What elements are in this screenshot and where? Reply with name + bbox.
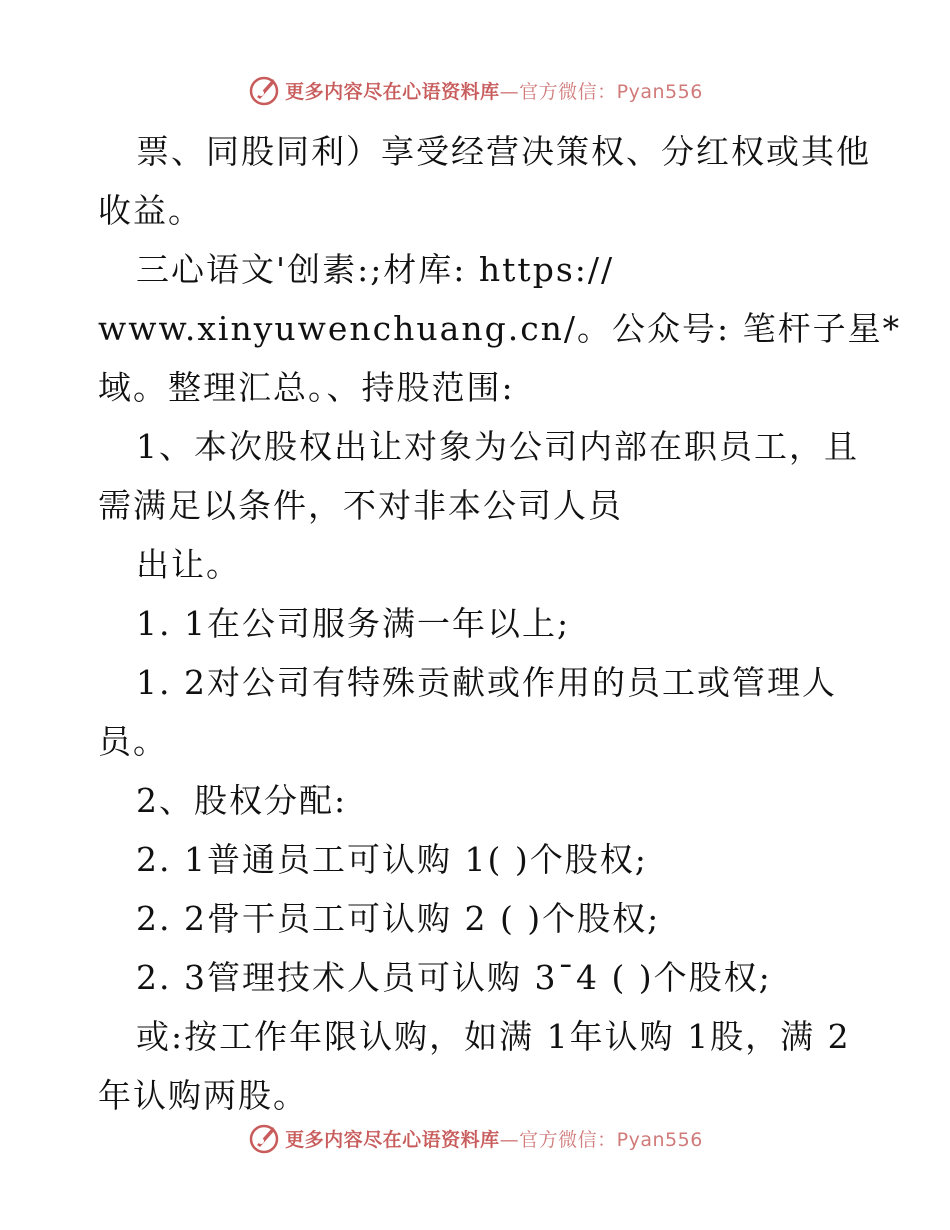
text-line: 需满足以条件，不对非本公司人员 xyxy=(98,486,623,525)
text-line: 收益。 xyxy=(98,191,203,230)
text-line: 三心语文'创素:;材库: https:// xyxy=(136,250,615,289)
text-line: 员。 xyxy=(98,722,168,761)
document-body xyxy=(98,122,902,1125)
text-line: 1. 2对公司有特殊贡献或作用的员工或管理人 xyxy=(136,663,837,702)
banner-text: 更多内容尽在心语资料库—官方微信：Pyan556 xyxy=(285,80,703,103)
text-line: 2、股权分配: xyxy=(136,781,348,820)
text-line: 年认购两股。 xyxy=(98,1076,308,1115)
text-line: 或:按工作年限认购，如满 1年认购 1股，满 2 xyxy=(136,1017,851,1056)
text-line: 1. 1在公司服务满一年以上; xyxy=(136,604,571,643)
footer-banner xyxy=(0,1120,950,1156)
text-line: 票、同股同利）享受经营决策权、分红权或其他 xyxy=(136,132,871,171)
text-line: 2. 3管理技术人员可认购 3¯4 ( )个股权; xyxy=(136,958,772,997)
banner-text: 更多内容尽在心语资料库—官方微信：Pyan556 xyxy=(285,1128,703,1151)
text-line: www.xinyuwenchuang.cn/。公众号: 笔杆子星* xyxy=(98,309,902,348)
text-line: 出让。 xyxy=(136,545,241,584)
quill-logo-icon xyxy=(247,1121,281,1155)
text-line: 域。整理汇总。、持股范围: xyxy=(98,368,515,407)
header-banner xyxy=(0,72,950,108)
text-line: 1、本次股权出让对象为公司内部在职员工，且 xyxy=(136,427,859,466)
text-line: 2. 1普通员工可认购 1( )个股权; xyxy=(136,840,648,879)
text-line: 2. 2骨干员工可认购 2 ( )个股权; xyxy=(136,899,661,938)
quill-logo-icon xyxy=(247,73,281,107)
